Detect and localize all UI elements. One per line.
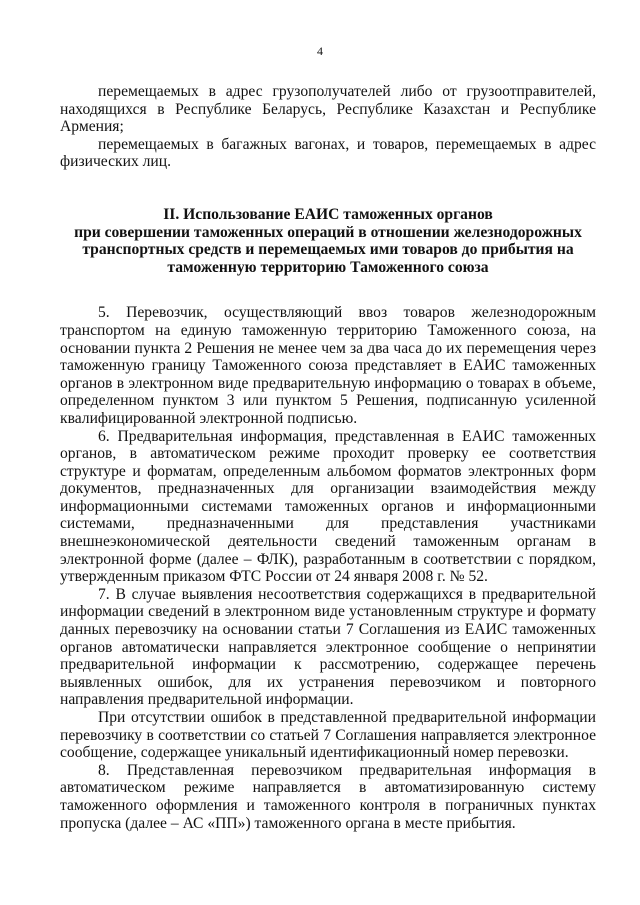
section-heading-title: II. Использование ЕАИС таможенных органов: [163, 205, 493, 223]
paragraph-intro-2: перемещаемых в багажных вагонах, и товаров, перемещаемых в адрес физических лиц.: [60, 135, 596, 171]
paragraph-item-7: 7. В случае выявления несоответствия содержащихся в предварительной информации сведений в электронном виде установленным структуре и формату данных перевозчику на основании статьи 7 Соглашения из ЕАИС таможенных органов автоматически направляется электронное сообщение о непринятии предварительной информации к рассмотрению, содержащее перечень выявленных ошибок, для их устранения перевозчиком и повторного направления предварительной информации.: [60, 585, 596, 709]
section-heading: [60, 206, 596, 276]
paragraph-item-7-cont: При отсутствии ошибок в представленной предварительной информации перевозчику в соответствии со статьей 7 Соглашения направляется электронное сообщение, содержащее уникальный идентификационный номер перевозки.: [60, 709, 596, 762]
paragraph-item-8: 8. Представленная перевозчиком предварительная информация в автоматическом режиме направляется в автоматизированную систему таможенного оформления и таможенного контроля в пограничных пунктах пропуска (далее – АС «ПП») таможенного органа в месте прибытия.: [60, 761, 596, 832]
section-heading-subtitle: при совершении таможенных операций в отношении железнодорожных транспортных средств и перемещаемых ими товаров до прибытия на таможенную территорию Таможенного союза: [74, 223, 582, 276]
page-number: 4: [317, 44, 323, 58]
paragraph-intro-1: перемещаемых в адрес грузополучателей либо от грузоотправителей, находящихся в Республике Беларусь, Республике Казахстан и Республике Армения;: [60, 83, 596, 136]
document-body: [60, 83, 596, 832]
paragraph-item-5: 5. Перевозчик, осуществляющий ввоз товаров железнодорожным транспортом на единую таможенную территорию Таможенного союза, на основании пункта 2 Решения не менее чем за два часа до их перемещения через таможенную границу Таможенного союза представляет в ЕАИС таможенных органов в электронном виде предварительную информацию о товарах в объеме, определенном пунктом 3 или пунктом 5 Решения, подписанную усиленной квалифицированной электронной подписью.: [60, 304, 596, 427]
paragraph-item-6: 6. Предварительная информация, представленная в ЕАИС таможенных органов, в автоматическом режиме проходит проверку ее соответствия структуре и форматам, определенным альбомом форматов электронных форм документов, предназначенных для организации взаимодействия между информационными системами таможенных органов и информационными системами, предназначенными для представления участниками внешнеэкономической деятельности сведений таможенным органам в электронной форме (далее – ФЛК), разработанным в соответствии с порядком, утвержденным приказом ФТС России от 24 января 2008 г. № 52.: [60, 427, 596, 586]
